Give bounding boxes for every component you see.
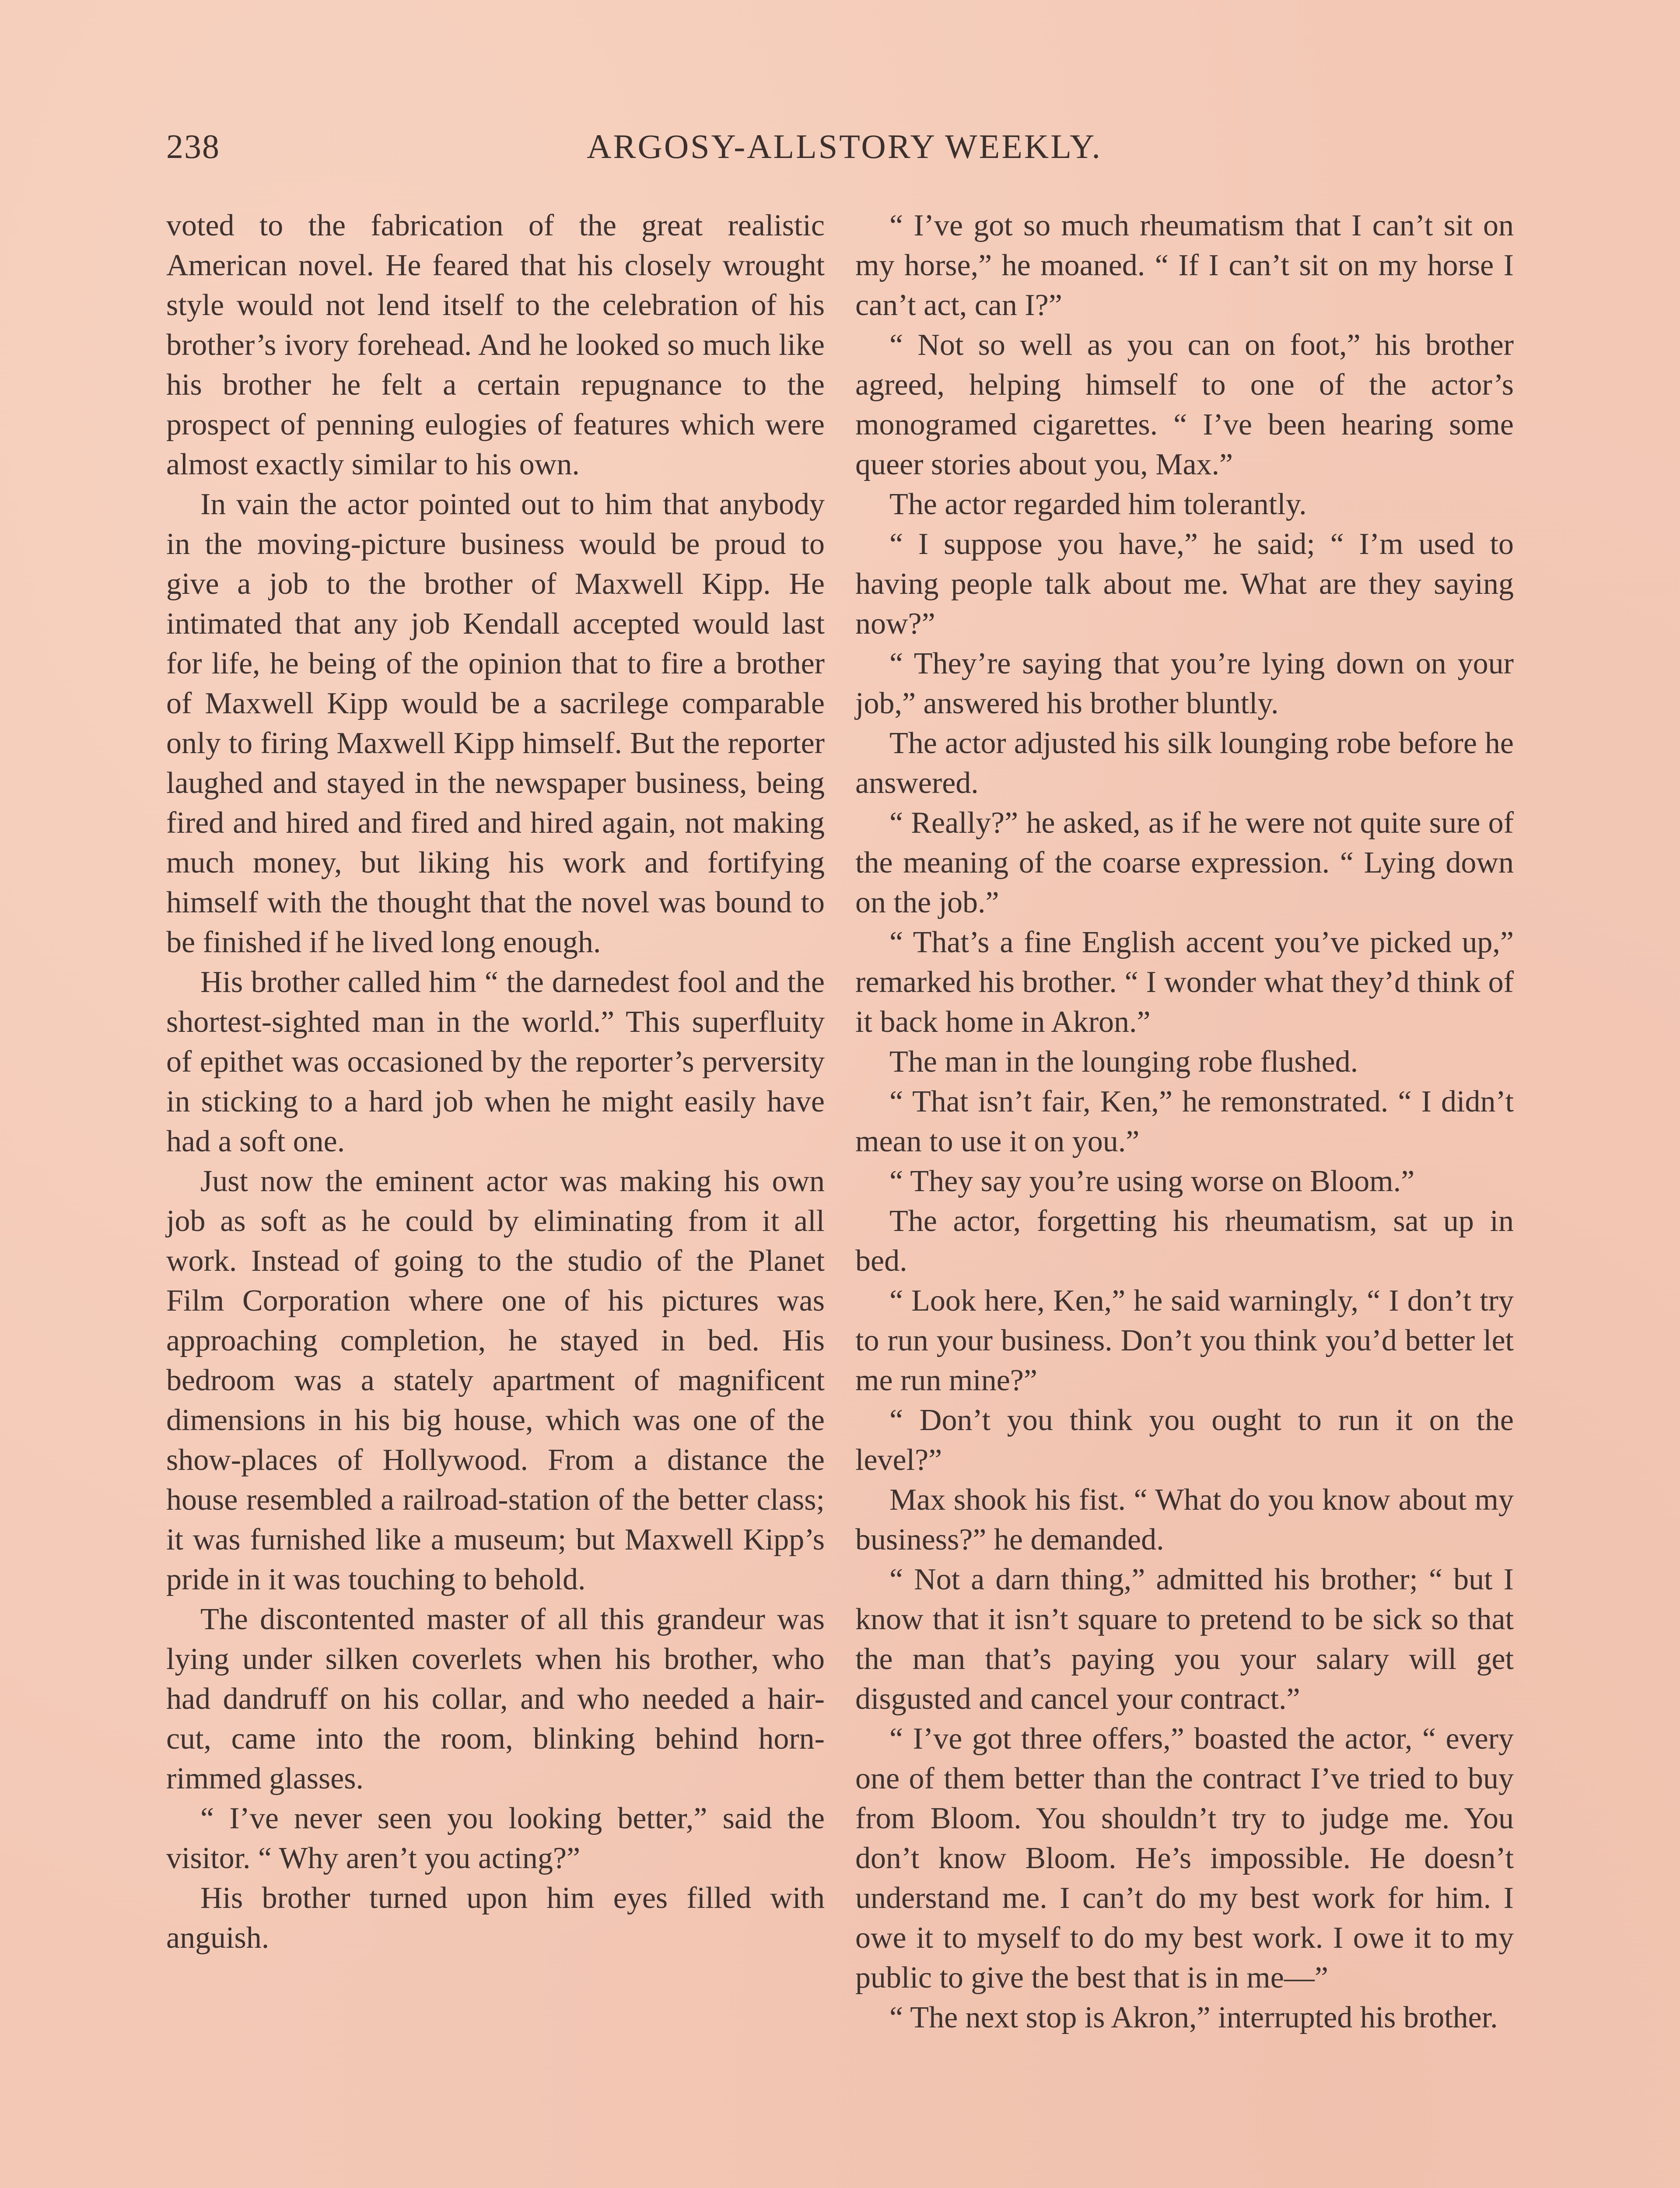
paragraph: The discontented master of all this grandeur was lying under silken coverlets when his brother, who had dandruff on his collar, and who needed a hair-cut, came into the room, blinking behind horn-rimmed glasses. xyxy=(166,1602,825,1795)
paragraph: Max shook his fist. “ What do you know about my business?” he demanded. xyxy=(855,1483,1514,1557)
paragraph: “ Not so well as you can on foot,” his brother agreed, helping himself to one of the actor’s monogramed cigarettes. “ I’ve been hearing some queer stories about you, Max.” xyxy=(855,328,1514,481)
paragraph: “ That isn’t fair, Ken,” he remonstrated. “ I didn’t mean to use it on you.” xyxy=(855,1085,1514,1158)
left-column xyxy=(166,206,825,1958)
paragraph: “ That’s a fine English accent you’ve picked up,” remarked his brother. “ I wonder what they’d think of it back home in Akron.” xyxy=(855,926,1514,1039)
paragraph: The man in the lounging robe flushed. xyxy=(889,1045,1358,1079)
paragraph: The actor, forgetting his rheumatism, sat up in bed. xyxy=(855,1204,1514,1278)
page-number: 238 xyxy=(166,127,220,165)
paragraph: “ Look here, Ken,” he said warningly, “ I don’t try to run your business. Don’t you think you’d better let me run mine?” xyxy=(855,1284,1514,1397)
right-column xyxy=(855,206,1514,2037)
paragraph: voted to the fabrication of the great realistic American novel. He feared that his closely wrought style would not lend itself to the celebration of his brother’s ivory forehead. And he looked so much like his brother he felt a certain repugnance to the prospect of penning eulogies of features which were almost exactly similar to his own. xyxy=(166,209,825,481)
paragraph: “ I’ve got so much rheumatism that I can’t sit on my horse,” he moaned. “ If I can’t sit on my horse I can’t act, can I?” xyxy=(855,209,1514,322)
paragraph: “ Not a darn thing,” admitted his brother; “ but I know that it isn’t square to pretend to be sick so that the man that’s paying you your salary will get disgusted and cancel your contract.” xyxy=(855,1563,1514,1716)
paragraph: “ The next stop is Akron,” interrupted his brother. xyxy=(889,2001,1498,2034)
paragraph: The actor regarded him tolerantly. xyxy=(889,487,1307,521)
paragraph: “ I’ve never seen you looking better,” said the visitor. “ Why aren’t you acting?” xyxy=(166,1802,825,1875)
running-title: ARGOSY-ALLSTORY WEEKLY. xyxy=(587,127,1102,165)
paragraph: “ They say you’re using worse on Bloom.” xyxy=(889,1164,1415,1198)
paragraph: The actor adjusted his silk lounging robe before he answered. xyxy=(855,726,1514,800)
page-header xyxy=(166,127,1522,179)
paragraph: “ Don’t you think you ought to run it on the level?” xyxy=(855,1403,1514,1477)
paragraph: “ I suppose you have,” he said; “ I’m used to having people talk about me. What are they saying now?” xyxy=(855,527,1514,641)
paragraph: His brother called him “ the darnedest fool and the shortest-sighted man in the world.” This superfluity of epithet was occasioned by the reporter’s perversity in sticking to a hard job when he might easily have had a soft one. xyxy=(166,965,825,1158)
paragraph: “ Really?” he asked, as if he were not quite sure of the meaning of the coarse expression. “ Lying down on the job.” xyxy=(855,806,1514,919)
paragraph: Just now the eminent actor was making his own job as soft as he could by eliminating from it all work. Instead of going to the studio of the Planet Film Corporation where one of his pictures was approaching completion, he stayed in bed. His bedroom was a stately apartment of magnificent dimensions in his big house, which was one of the show-places of Hollywood. From a distance the house resembled a railroad-station of the better class; it was furnished like a museum; but Maxwell Kipp’s pride in it was touching to behold. xyxy=(166,1164,825,1596)
paragraph: “ I’ve got three offers,” boasted the actor, “ every one of them better than the contract I’ve tried to buy from Bloom. You shouldn’t try to judge me. You don’t know Bloom. He’s impossible. He doesn’t understand me. I can’t do my best work for him. I owe it to myself to do my best work. I owe it to my public to give the best that is in me—” xyxy=(855,1722,1514,1995)
paragraph: “ They’re saying that you’re lying down on your job,” answered his brother bluntly. xyxy=(855,647,1514,720)
paragraph: His brother turned upon him eyes filled with anguish. xyxy=(166,1881,825,1955)
paragraph: In vain the actor pointed out to him that anybody in the moving-picture business would be proud to give a job to the brother of Maxwell Kipp. He intimated that any job Kendall accepted would last for life, he being of the opinion that to fire a brother of Maxwell Kipp would be a sacrilege comparable only to firing Maxwell Kipp himself. But the reporter laughed and stayed in the newspaper business, being fired and hired and fired and hired again, not making much money, but liking his work and fortifying himself with the thought that the novel was bound to be finished if he lived long enough. xyxy=(166,487,825,959)
